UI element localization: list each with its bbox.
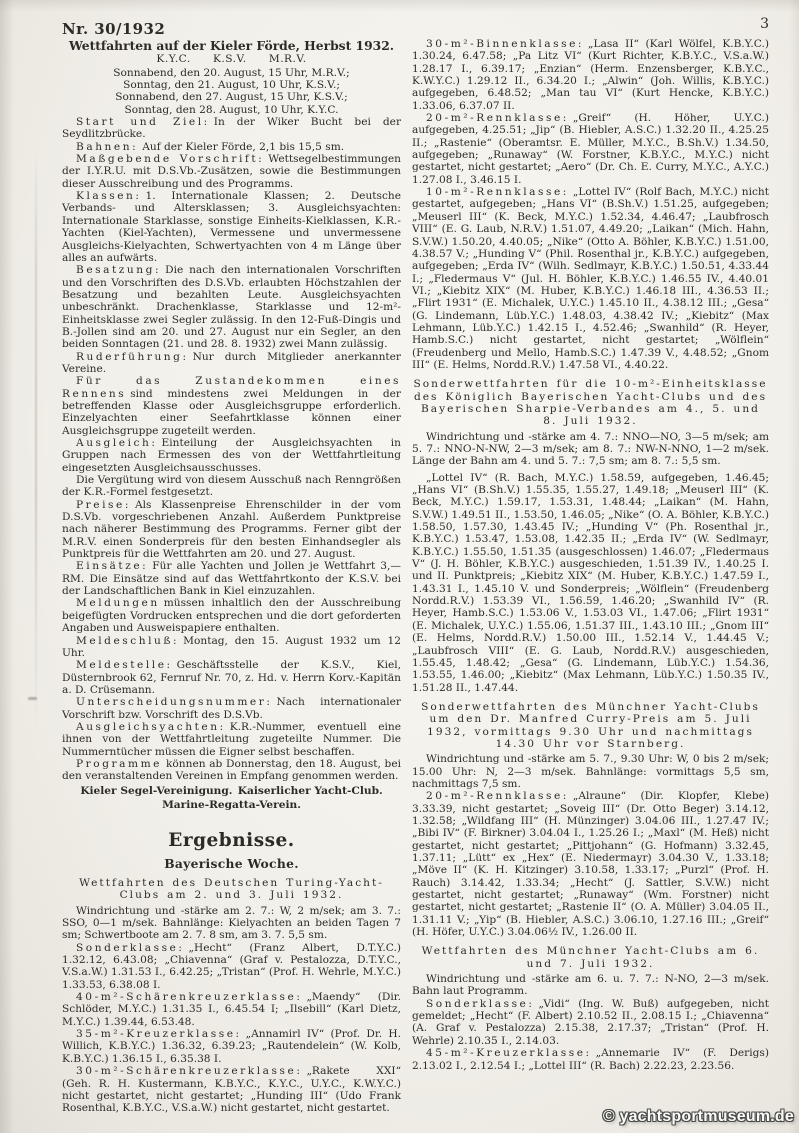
result-paragraph <box>412 38 769 112</box>
paragraph-text: Für alle Yachten und Jollen je Wettfahrt 3,— RM. Die Einsätze sind auf das Wettfahrtkonto der K.S.V. bei der Landschaftlichen Bank in Kiel einzuzahlen. <box>62 560 401 598</box>
result-paragraph <box>412 186 769 371</box>
wind-report: Windrichtung und -stärke am 5. 7., 9.30 Uhr: W, 0 bis 2 m/sek; 15.00 Uhr: N, 2—3 m/sek. Bahnlänge: vormittags 5,5 sm, nachmittags 7,5 sm. <box>412 753 769 790</box>
paragraph-text: In der Wiker Bucht bei der Seydlitzbrücke. <box>62 116 402 141</box>
keyword: Meldestelle: <box>76 659 173 672</box>
wind-report: Windrichtung und -stärke am 4. 7.: NNO—NO, 3—5 m/sek; am 5. 7.: NNO-N-NW, 2—3 m/sek; am 8. 7.: NW-N-NNO, 1—2 m/sek. Länge der Bahn am 4. und 5. 7.: 7,5 sm; am 8. 7.: 5,5 sm. <box>412 430 769 468</box>
page-number: 3 <box>760 16 769 32</box>
keyword: Unterscheidungsnummer: <box>76 696 273 709</box>
paragraph-text: „Lasa II“ (Karl Wölfel, K.B.Y.C.) 1.30.24, 6.47.58; „Pa Litz VI“ (Kurt Richter, K.B.Y.C., V.S.a.W.) 1.28.17 I., 6.39.17; „Enzian“ (Herm. Enzensberger, K.B.Y.C., K.W.Y.C.) 1.29.12 II., 6.34.20 I.; „Alwin“ (Joh. Willis, K.B.Y.C.) aufgegeben, 6.48.52; „Man tau VI“ (Kurt Hencke, K.B.Y.C.) 1.33.06, 6.37.07 II. <box>412 38 769 112</box>
paragraph-text: Wettsegelbestimmungen der I.Y.R.U. mit D.S.Vb.-Zusätzen, sowie die Bestimmungen dieser Ausschreibung und des Programms. <box>62 153 401 190</box>
right-column <box>412 38 769 1072</box>
paragraph-text: „Alraune“ (Dir. Klopfer, Klebe) 3.33.39, nicht gestartet; „Soveig III“ (Dr. Otto Beger) 3.14.12, 1.32.58; „Wildfang III“ (H. Münzinger) 3.04.06 III., 1.27.47 IV.; „Bibi IV“ (F. Birkner) 3.04.04 I., 1.25.26 I.; „Maxl“ (M. Heß) nicht gestartet, nicht gestartet; „Pittjohann“ (G. Hofmann) 3.32.45, 1.37.11; „Lütt“ ex „Hex“ (E. Niedermayr) 3.04.30 V., 1.33.18; „Möve II“ (K. H. Kitzinger) 3.10.58, 1.33.17; „Purzl“ (Prof. H. Rauch) 3.14.42, 1.33.34; „Hecht“ (J. Sattler, S.V.W.) nicht gestartet, nicht gestartet; „Runaway“ (Wm. Forstner) nicht gestartet, nicht gestartet; „Rastenie II“ (O. A. Müller) 3.04.05 II., 1.31.11 V.; „Yip“ (B. Hiebler, A.S.C.) 3.06.10, 1.27.16 III.; „Greif“ (H. Höfer, U.Y.C.) 3.04.06½ IV., 1.26.00 II. <box>412 790 769 939</box>
keyword: Bahnen: <box>76 140 139 153</box>
race-heading-dtyc: Wettfahrten des Deutschen Turing-Yacht-Clubs am 2. und 3. Juli 1932. <box>79 877 384 902</box>
paragraph-text: „Lottel IV“ (Rolf Bach, M.Y.C.) nicht gestartet, aufgegeben; „Hans VI“ (B.Sh.V.) 1.51.25, aufgegeben; „Meuserl III“ (K. Beck, M.Y.C.) 1.52.34, 4.46.47; „Laubfrosch VIII“ (E. G. Laub, N.R.V.) 1.51.07, 4.49.20; „Laikan“ (Mich. Hahn, S.V.W.) 1.50.20, 4.40.05; „Nike“ (Otto A. Böhler, K.B.Y.C.) 1.51.00, 4.38.57 V.; „Hunding V“ (Phil. Rosenthal jr., K.B.Y.C.) aufgegeben, aufgegeben; „Erda IV“ (Wilh. Sedlmayr, K.B.Y.C.) 1.50.51, 4.33.44 I.; „Fledermaus V“ (Jul. H. Böhler, K.B.Y.C.) 1.46.55 IV., 4.40.01 VI.; „Kiebitz XIX“ (M. Huber, K.B.Y.C.) 1.46.18 III., 4.36.53 II.; „Flirt 1931“ (E. Michalek, U.Y.C.) 1.45.10 II., 4.38.12 III.; „Gesa“ (G. Lindemann, Lüb.Y.C.) 1.48.03, 4.38.42 IV.; „Kiebitz“ (Max Lehmann, Lüb.Y.C.) 1.42.15 I., 4.52.46; „Swanhild“ (R. Heyer, Hamb.S.C.) nicht gestartet, nicht gestartet; „Wölflein“ (Freudenberg und Mello, Hamb.S.C.) 1.47.39 V., 4.48.52; „Gnom III“ (E. Helms, Nordd.R.V.) 1.47.58 VI., 4.40.22. <box>412 186 769 371</box>
keyword: Programme <box>76 757 162 770</box>
watermark: © yachtsportmuseum.de <box>602 1108 794 1125</box>
paragraph-text: Nur durch Mitglieder anerkannter Vereine. <box>62 350 401 375</box>
paragraph-text: „Rakete XXI“ (Geh. R. H. Kustermann, K.B.Y.C., K.Y.C., U.Y.C., K.W.Y.C.) nicht gestartet, nicht gestartet; „Hunding III“ (Udo Frank Rosenthal, K.B.Y.C., V.S.a.W.) nicht gestartet, nicht gestartet. <box>62 1065 401 1115</box>
regulation-paragraph <box>62 153 401 190</box>
paragraph-text: Einteilung der Ausgleichsyachten in Gruppen nach Ermessen des von der Wettfahrtleitung eingesetzten Ausgleichsausschusses. <box>62 437 401 474</box>
paragraph-text: Die nach den internationalen Vorschriften und den Vorschriften des D.S.Vb. erlaubten Höchstzahlen der Besatzung und bezahlten Leute. Ausgleichsyachten unbeschränkt. Drachenklasse, Starklasse und 12-m²-Einheitsklasse zwei Segler zulässig. In den 12-Fuß-Dingis und B.-Jollen sind am 20. und 27. August nur ein Segler, an den beiden Sonntagen (21. und 28. 8. 1932) zwei Mann zulässig. <box>62 264 401 351</box>
paper-speck <box>28 697 37 700</box>
paragraph-text: müssen inhaltlich den der Ausschreibung beigefügten Vordrucken entsprechen und die dort geforderten Angaben und Ausweispapiere enthalten. <box>62 597 401 635</box>
regulation-paragraph <box>62 635 401 660</box>
regulation-paragraph <box>62 499 401 561</box>
result-paragraph <box>62 991 401 1028</box>
keyword: Ruderführung: <box>76 350 189 363</box>
keyword: Einsätze: <box>76 560 149 573</box>
paragraph-text: Nach internationaler Vorschrift bzw. Vorschrift des D.S.Vb. <box>62 696 401 721</box>
result-paragraph <box>412 1047 769 1072</box>
paragraph-text: können ab Donnerstag, den 18. August, bei den veranstaltenden Vereinen in Empfang genommen werden. <box>62 757 401 783</box>
week-heading: Bayerische Woche. <box>164 855 299 871</box>
schedule-line-4: Sonntag, den 28. August, 10 Uhr, K.Y.C. <box>124 103 339 116</box>
regulation-paragraph <box>62 560 401 597</box>
keyword: 35-m²-Kreuzerklasse: <box>76 1028 242 1041</box>
section-heading-muenchner-yc: Wettfahrten des Münchner Yacht-Clubs am 6. und 7. Juli 1932. <box>421 945 760 970</box>
wind-report: Windrichtung und -stärke am 2. 7.: W, 2 m/sek; am 3. 7.: SSO, 0—1 m/sek. Bahnlänge: Kielyachten an beiden Tagen 7 sm; Schwertboote am 2. 7. 8 sm, am 3. 7. 5,5 sm. <box>62 904 401 942</box>
keyword: Meldeschluß: <box>76 634 180 647</box>
regulation-paragraph <box>62 437 401 474</box>
result-paragraph: „Lottel IV“ (R. Bach, M.Y.C.) 1.58.59, aufgegeben, 1.46.45; „Hans VI“ (B.Sh.V.) 1.55.35, 1.55.27, 1.49.18; „Meuserl III“ (K. Beck, M.Y.C.) 1.59.17, 1.53.31, 1.48.44; „Laikan“ (M. Hahn, S.V.W.) 1.49.51 II., 1.53.50, 1.46.05; „Nike“ (O. A. Böhler, K.B.Y.C.) 1.58.50, 1.57.30, 1.43.45 IV.; „Hunding V“ (Ph. Rosenthal jr., K.B.Y.C.) 1.53.47, 1.53.08, 1.42.35 II.; „Erda IV“ (W. Sedlmayr, K.B.Y.C.) 1.55.50, 1.51.35 (ausgeschlossen) 1.46.07; „Fledermaus V“ (J. H. Böhler, K.B.Y.C.) ausgeschieden, 1.51.39 IV., 1.40.25 I. und II. Punktpreis; „Kiebitz XIX“ (M. Huber, K.B.Y.C.) 1.47.59 I., 1.43.31 I., 1.45.10 V. und Sonderpreis; „Wölflein“ (Freudenberg Nordd.R.V.) 1.53.39 VI., 1.56.59, 1.46.20; „Swanhild IV“ (R. Heyer, Hamb.S.C.) 1.53.06 V., 1.53.03 VI., 1.47.06; „Flirt 1931“ (E. Michalek, U.Y.C.) 1.55.06, 1.51.37 III., 1.43.10 III.; „Gnom III“ (E. Helms, Nordd.R.V.) 1.50.00 III., 1.52.14 V., 1.44.45 V.; „Laubfrosch VIII“ (E. G. Laub, Nordd.R.V.) ausgeschieden, 1.55.45, 1.48.42; „Gesa“ (G. Lindemann, Lüb.Y.C.) 1.54.36, 1.53.55, 1.46.00; „Kiebitz“ (Max Lehmann, Lüb.Y.C.) 1.50.35 IV., 1.51.28 II., 1.47.44. <box>412 471 770 694</box>
keyword: Ausgleich: <box>76 437 158 449</box>
result-paragraph <box>62 1065 401 1114</box>
regulation-paragraph <box>62 721 401 758</box>
schedule-line-1: Sonnabend, den 20. August, 15 Uhr, M.R.V.; <box>113 66 350 79</box>
keyword: Start und Ziel: <box>76 116 210 129</box>
paragraph-text: sind mindestens zwei Meldungen in der betreffenden Klasse oder Ausgleichsgruppe erforderlich. Einzelyachten einer Seefahrtklasse können einer Ausgleichsgruppe zugeteilt werden. <box>62 387 401 437</box>
organizers-line-2: Marine-Regatta-Verein. <box>162 798 301 811</box>
regulation-paragraph <box>62 116 401 141</box>
keyword: 30-m²-Binnenklasse: <box>426 38 585 50</box>
paragraph-text: „Annamirl IV“ (Prof. Dr. H. Willich, K.B.Y.C.) 1.36.32, 6.39.23; „Rautendelein“ (W. Kolb, K.B.Y.C.) 1.36.15 I., 6.35.38 I. <box>62 1028 401 1065</box>
result-paragraph <box>412 790 769 938</box>
regulation-paragraph <box>62 659 401 696</box>
paragraph-text: K.R.-Nummer, eventuell eine ihnen von der Wettfahrtleitung zugeteilte Nummer. Die Nummerntücher müssen die Eigner selbst beschaffen. <box>62 720 401 758</box>
paragraph-text: Geschäftsstelle der K.S.V., Kiel, Düsternbrook 62, Fernruf Nr. 70, z. Hd. v. Herrn Korv.-Kapitän a. D. Crüsemann. <box>62 659 401 696</box>
paragraph-text: „Maendy“ (Dir. Schlöder, M.Y.C.) 1.31.35 I., 6.45.54 I; „Ilsebill“ (Karl Dietz, M.Y.C.) 1.39.44, 6.53.48. <box>62 991 401 1028</box>
regulation-paragraph <box>62 474 401 499</box>
paper-crease <box>35 150 37 730</box>
keyword: 10-m²-Rennklasse: <box>426 186 569 199</box>
regulation-paragraph <box>62 597 401 634</box>
paragraph-text: „Annemarie IV“ (F. Derigs) 2.13.02 I., 2.12.54 I.; „Lottel III“ (R. Bach) 2.22.23, 2.23.56. <box>412 1047 769 1072</box>
wind-report: Windrichtung und -stärke am 6. u. 7. 7.: N-NO, 2—3 m/sek. Bahn laut Programm. <box>412 973 769 998</box>
schedule-line-3: Sonnabend, den 27. August, 15 Uhr, K.S.V.; <box>115 91 348 104</box>
keyword: 30-m²-Schärenkreuzerklasse: <box>76 1065 303 1078</box>
issue-number: Nr. 30/1932 <box>62 20 166 38</box>
regulation-paragraph <box>62 375 401 437</box>
keyword: Meldungen <box>76 597 160 610</box>
regulation-paragraph <box>62 351 401 376</box>
regulation-paragraph <box>62 264 401 350</box>
keyword: Preise: <box>76 498 131 511</box>
paragraph-text: 1. Internationale Klassen; 2. Deutsche Verbands- und Altersklassen; 3. Ausgleichsyachten: Internationale Starklasse, sonstige Einheits-Kielklassen, K.R.-Yachten (Kiel-Yachten), Vermessene und unvermessene Ausgleichs-Kielyachten, Schwertyachten von 4 m Länge über alles an aufwärts. <box>62 190 401 264</box>
keyword: Für das Zustandekommen eines Rennens <box>62 375 401 400</box>
paragraph-text: „Vidi“ (Ing. W. Buß) aufgegeben, nicht gemeldet; „Hecht“ (F. Albert) 2.10.52 II., 2.08.15 I.; „Chiavenna“ (A. Graf v. Pestalozza) 2.15.38, 2.17.37; „Tristan“ (Prof. H. Wehrle) 2.10.35 I., 2.14.03. <box>412 997 769 1047</box>
schedule-line-2: Sonntag, den 21. August, 10 Uhr, K.S.V.; <box>123 79 340 92</box>
paragraph-text: Montag, den 15. August 1932 um 12 Uhr. <box>62 634 401 659</box>
paragraph-text: Auf der Kieler Förde, 2,1 bis 15,5 sm. <box>142 140 345 153</box>
section-heading-einheitsklasse: Sonderwettfahrten für die 10-m²-Einheitsklasse des Königlich Bayerischen Yacht-Clubs und des Bayerischen Sharpie-Verbandes am 4., 5. und 8. Juli 1932. <box>413 378 768 428</box>
keyword: 45-m²-Kreuzerklasse: <box>426 1047 592 1060</box>
keyword: Sonderklasse: <box>426 997 535 1010</box>
keyword: Klassen: <box>76 190 142 203</box>
keyword: Ausgleichsyachten: <box>76 720 226 733</box>
regulation-paragraph <box>62 696 401 721</box>
regulation-paragraph <box>62 758 401 783</box>
result-paragraph <box>412 998 769 1047</box>
paragraph-text: „Greif“ (H. Höher, U.Y.C.) aufgegeben, 4.25.51; „Jip“ (B. Hiebler, A.S.C.) 1.32.20 II., 4.25.25 II.; „Rastenie“ (Oberamtsr. E. Müller, M.Y.C., B.Sh.V.) 1.34.50, aufgegeben; „Runaway“ (W. Forstner, K.B.Y.C., M.Y.C.) nicht gestartet, nicht gestartet; „Aero“ (Dr. Ch. E. Curry, M.Y.C., A.Y.C.) 1.27.08 I., 3.46.15 I. <box>412 112 769 186</box>
paragraph-text: Die Vergütung wird von diesem Ausschuß nach Renngrößen der K.R.-Formel festgesetzt. <box>62 474 401 499</box>
regulation-paragraph <box>62 141 401 153</box>
keyword: Besatzung: <box>76 264 162 277</box>
paragraph-text: „Hecht“ (Franz Albert, D.T.Y.C.) 1.32.12, 6.43.08; „Chiavenna“ (Graf v. Pestalozza, D.T.Y.C., V.S.a.W.) 1.31.53 I., 6.42.25; „Tristan“ (Prof. H. Wehrle, M.Y.C.) 1.33.53, 6.38.08 I. <box>62 941 401 991</box>
result-paragraph <box>412 112 769 186</box>
left-column <box>62 40 401 1115</box>
keyword: 20-m²-Rennklasse: <box>426 790 569 803</box>
result-paragraph <box>62 942 401 991</box>
regulation-paragraph <box>62 190 401 264</box>
keyword: 40-m²-Schärenkreuzerklasse: <box>76 991 303 1004</box>
keyword: Sonderklasse: <box>76 941 185 954</box>
organizers-line-1: Kieler Segel-Vereinigung. Kaiserlicher Yacht-Club. <box>80 784 383 797</box>
section-heading-curry-preis: Sonderwettfahrten des Münchner Yacht-Clubs um den Dr. Manfred Curry-Preis am 5. Juli 1932, vormittags 9.30 Uhr und nachmittags 14.30 Uhr vor Starnberg. <box>421 700 760 750</box>
results-heading: Ergebnisse. <box>168 830 295 852</box>
clubs-line: K.Y.C. K.S.V. M.R.V. <box>156 53 307 66</box>
result-paragraph <box>62 1028 401 1065</box>
keyword: Maßgebende Vorschrift: <box>76 153 265 166</box>
event-title: Wettfahrten auf der Kieler Förde, Herbst 1932. <box>68 38 395 53</box>
paragraph-text: Als Klassenpreise Ehrenschilder in der vom D.S.Vb. vorgeschriebenen Anzahl. Außerdem Punktpreise nach näherer Bestimmung des Programms. Ferner gibt der M.R.V. einen Sonderpreis für den besten Einhandsegler als Punktpreis für die Wettfahrten am 20. und 27. August. <box>62 498 401 561</box>
keyword: 20-m²-Rennklasse: <box>426 112 569 125</box>
